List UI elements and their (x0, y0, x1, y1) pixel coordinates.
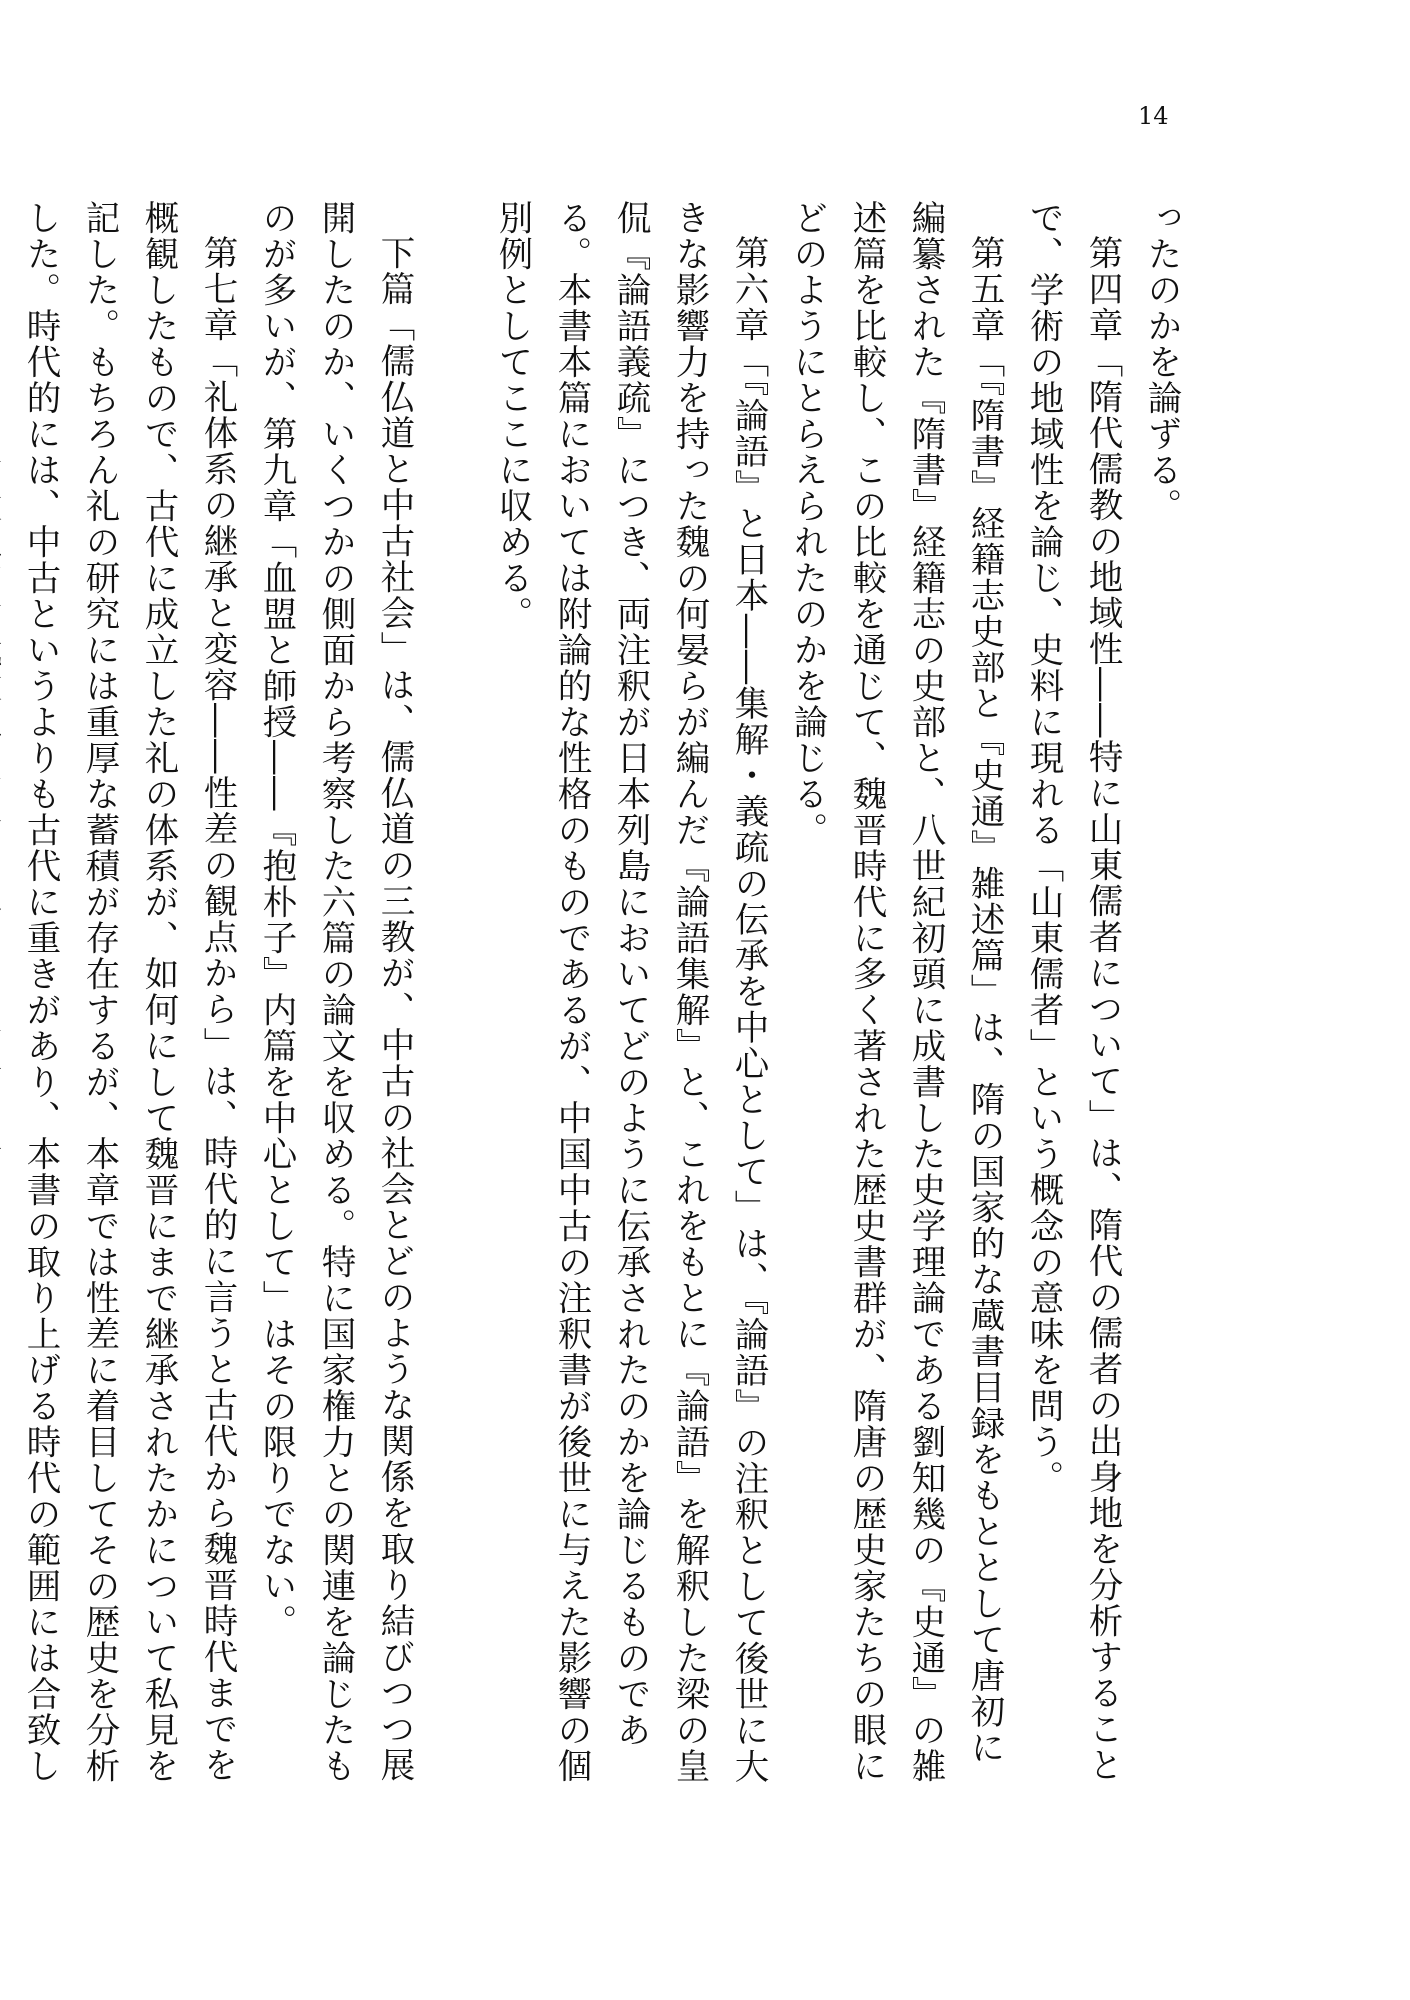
paragraph-chapter-5: 第五章「『隋書』経籍志史部と『史通』雑述篇」は、隋の国家的な蔵書目録をもととして唐初に編纂された『隋書』経籍志の史部と、八世紀初頭に成書した史学理論である劉知幾の『史通』の雑述篇を比較し、この比較を通じて、魏晋時代に多く著された歴史書群が、隋唐の歴史家たちの眼にどのようにとらえられたのかを論じる。 (787, 200, 1004, 1784)
vertical-text-body (20, 200, 1190, 1800)
paragraph-chapter-6: 第六章「『論語』と日本――集解・義疏の伝承を中心として」は、『論語』の注釈として後世に大きな影響力を持った魏の何晏らが編んだ『論語集解』と、これをもとに『論語』を解釈した梁の皇侃『論語義疏』につき、両注釈が日本列島においてどのように伝承されたのかを論じるものである。本書本篇においては附論的な性格のものであるが、中国中古の注釈書が後世に与えた影響の個別例としてここに収める。 (492, 200, 768, 1784)
page-number: 14 (1138, 102, 1169, 130)
paragraph-chapter-4: 第四章「隋代儒教の地域性――特に山東儒者について」は、隋代の儒者の出身地を分析することで、学術の地域性を論じ、史料に現れる「山東儒者」という概念の意味を問う。 (1023, 200, 1122, 1783)
paragraph-lower-section: 下篇「儒仏道と中古社会」は、儒仏道の三教が、中古の社会とどのような関係を取り結びつつ展開したのか、いくつかの側面から考察した六篇の論文を収める。特に国家権力との関連を論じたものが多いが、第九章「血盟と師授――『抱朴子』内篇を中心として」はその限りでない。 (256, 200, 414, 1784)
section-gap (423, 200, 482, 1800)
paragraph-continuation: ったのかを論ずる。 (1141, 200, 1181, 524)
paragraph-chapter-7: 第七章「礼体系の継承と変容――性差の観点から」は、時代的に言うと古代から魏晋時代までを概観したもので、古代に成立した礼の体系が、如何にして魏晋にまで継承されたかについて私見を記した。もちろん礼の研究には重厚な蓄積が存在するが、本章では性差に着目してその歴史を分析した。時代的には、中古というよりも古代に重きがあり、本書の取り上げる時代の範囲には合致し (20, 200, 237, 1784)
